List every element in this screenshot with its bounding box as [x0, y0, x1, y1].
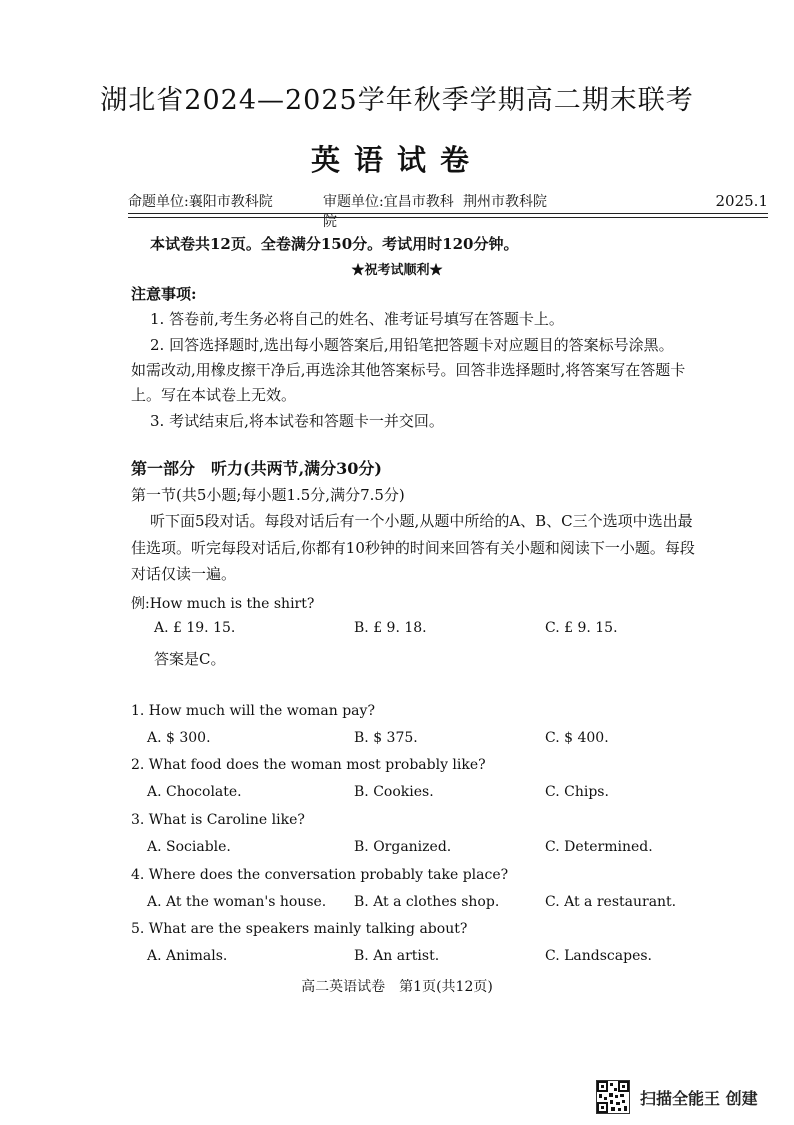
notes-title: 注意事项: — [131, 285, 197, 303]
part1-title: 第一部分 听力(共两节,满分30分) — [131, 459, 382, 478]
example-option-b: B. £ 9. 18. — [354, 620, 427, 636]
example-question: 例:How much is the shirt? — [131, 596, 315, 612]
option-c: C. Chips. — [545, 784, 609, 800]
instructions-line: 听下面5段对话。每段对话后有一个小题,从题中所给的A、B、C三个选项中选出最 — [150, 512, 693, 530]
example-option-c: C. £ 9. 15. — [545, 620, 618, 636]
option-b: B. Organized. — [354, 839, 452, 855]
option-a: A. $ 300. — [147, 730, 211, 746]
example-answer: 答案是C。 — [154, 650, 226, 668]
qr-code-icon — [596, 1080, 630, 1114]
question-2: 2. What food does the woman most probably like? — [131, 757, 486, 773]
option-c: C. Determined. — [545, 839, 653, 855]
instructions-line: 佳选项。听完每段对话后,你都有10秒钟的时间来回答有关小题和阅读下一小题。每段 — [131, 539, 695, 557]
good-luck-text: ★祝考试顺利★ — [351, 263, 443, 278]
option-a: A. Chocolate. — [147, 784, 242, 800]
note-item: 上。写在本试卷上无效。 — [131, 386, 297, 404]
reviewer-unit: 审题单位:宜昌市教科院 — [323, 194, 454, 230]
question-4: 4. Where does the conversation probably take place? — [131, 867, 509, 883]
example-option-a: A. £ 19. 15. — [154, 620, 236, 636]
setter-unit: 命题单位:襄阳市教科院 — [128, 194, 273, 210]
option-c: C. $ 400. — [545, 730, 609, 746]
option-c: C. Landscapes. — [545, 948, 652, 964]
option-b: B. An artist. — [354, 948, 440, 964]
section1-title: 第一节(共5小题;每小题1.5分,满分7.5分) — [131, 486, 405, 504]
question-1: 1. How much will the woman pay? — [131, 703, 375, 719]
exam-subject: 英语试卷 — [310, 143, 483, 177]
note-item: 3. 考试结束后,将本试卷和答题卡一并交回。 — [150, 412, 444, 430]
note-item: 2. 回答选择题时,选出每小题答案后,用铅笔把答题卡对应题目的答案标号涂黑。 — [150, 336, 674, 354]
option-c: C. At a restaurant. — [545, 894, 677, 910]
option-b: B. Cookies. — [354, 784, 434, 800]
question-3: 3. What is Caroline like? — [131, 812, 305, 828]
question-5: 5. What are the speakers mainly talking about? — [131, 921, 468, 937]
option-b: B. $ 375. — [354, 730, 418, 746]
option-b: B. At a clothes shop. — [354, 894, 500, 910]
option-a: A. Animals. — [147, 948, 228, 964]
header-rule — [128, 213, 768, 214]
scanner-watermark — [596, 1080, 758, 1114]
note-item: 如需改动,用橡皮擦干净后,再选涂其他答案标号。回答非选择题时,将答案写在答题卡 — [131, 361, 686, 379]
reviewer-unit-2: 荆州市教科院 — [463, 194, 547, 210]
exam-summary: 本试卷共12页。全卷满分150分。考试用时120分钟。 — [150, 235, 519, 253]
exam-date: 2025.1 — [715, 192, 768, 210]
option-a: A. At the woman's house. — [147, 894, 327, 910]
header-rule-thin — [128, 217, 768, 218]
scanner-brand-text: 扫描全能王 创建 — [640, 1088, 758, 1108]
exam-title: 湖北省2024—2025学年秋季学期高二期末联考 — [100, 85, 694, 116]
page-footer: 高二英语试卷 第1页(共12页) — [301, 979, 493, 995]
option-a: A. Sociable. — [147, 839, 231, 855]
instructions-line: 对话仅读一遍。 — [131, 565, 237, 583]
exam-meta-row — [128, 191, 768, 231]
note-item: 1. 答卷前,考生务必将自己的姓名、准考证号填写在答题卡上。 — [150, 310, 564, 328]
